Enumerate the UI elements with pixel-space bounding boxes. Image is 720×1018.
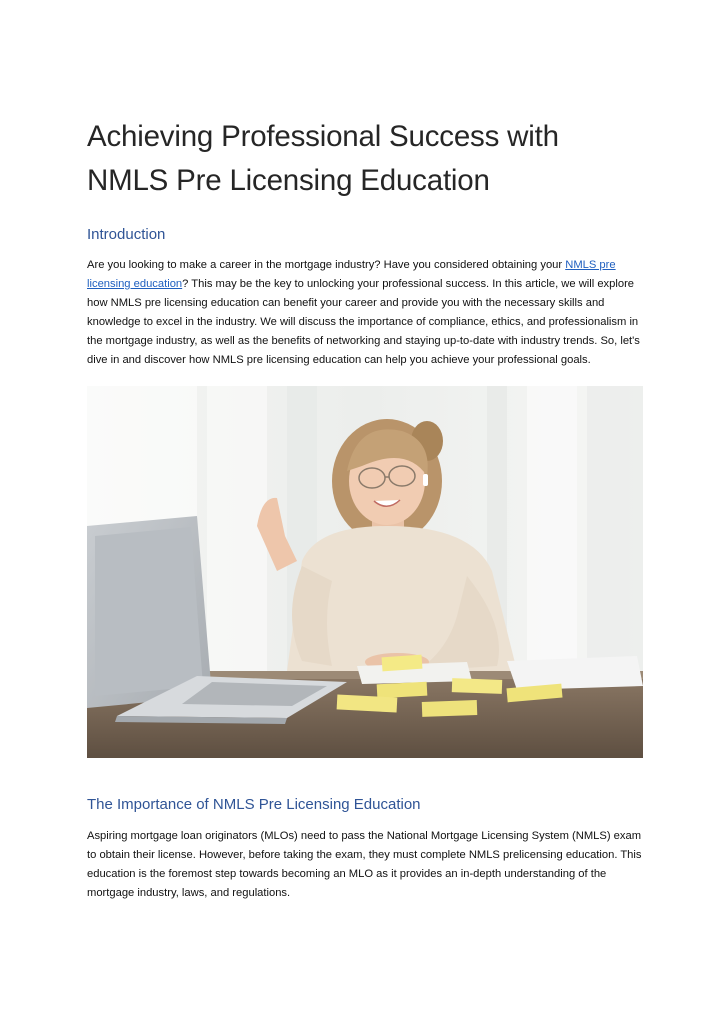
intro-text-after-link: ? This may be the key to unlocking your professional success. In this article, we will explore how NMLS pre licensing education can benefit your career and provide you with the necessary skills and knowledge to excel in the industry. We will discuss the importance of compliance, ethics, and professionalism in the mortgage industry, as well as the benefits of networking and staying up-to-date with industry trends. So, let's dive in and discover how NMLS pre licensing education can help you achieve your professional goals. bbox=[87, 278, 640, 366]
nmls-pre-licensing-link[interactable]: NMLS pre licensing education bbox=[87, 259, 616, 290]
introduction-paragraph bbox=[87, 256, 647, 370]
intro-text-before-link: Are you looking to make a career in the mortgage industry? Have you considered obtaining your bbox=[87, 259, 566, 271]
importance-paragraph: Aspiring mortgage loan originators (MLOs) need to pass the National Mortgage Licensing System (NMLS) exam to obtain their license. However, before taking the exam, they must complete NMLS prelicensing education. This education is the foremost step towards becoming an MLO as it provides an in-depth understanding of the mortgage industry, laws, and regulations. bbox=[87, 830, 642, 899]
document-title: Achieving Professional Success with NMLS Pre Licensing Education bbox=[87, 120, 559, 197]
introduction-heading: Introduction bbox=[87, 226, 166, 243]
importance-heading: The Importance of NMLS Pre Licensing Education bbox=[87, 796, 421, 813]
woman-video-call-photo bbox=[87, 386, 643, 758]
